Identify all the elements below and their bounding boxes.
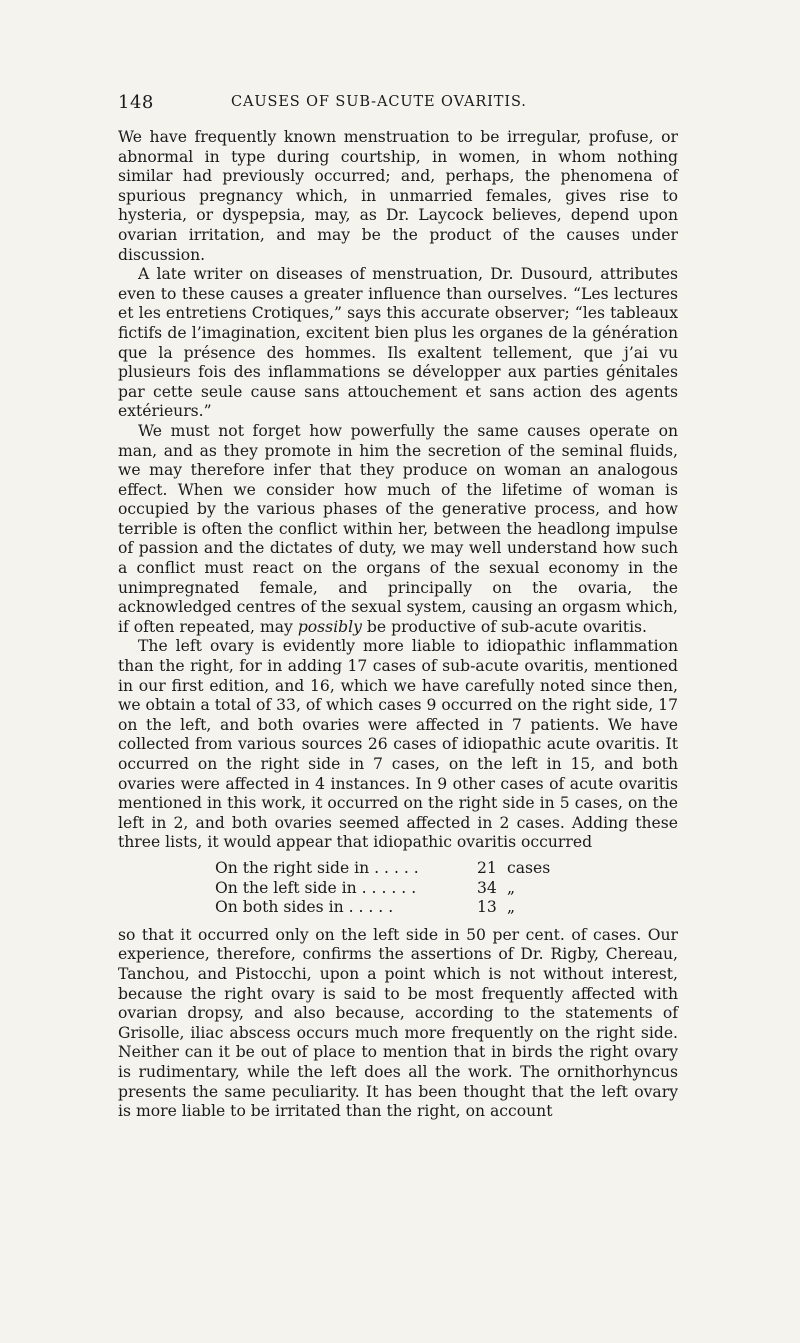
table-row: [215, 879, 678, 899]
table-row: [215, 859, 678, 879]
row-label: On both sides in . . . . .: [215, 898, 394, 917]
paragraph-conclusion: so that it occurred only on the left side in 50 per cent. of cases. Our experience, therefore, confirms the assertions of Dr. Rigby, Chereau, Tanchou, and Pistocchi, upon a point which is not without interest, because the right ovary is said to be most frequently affected with ovarian dropsy, and also because, according to the statements of Grisolle, iliac abscess occurs much more frequently on the right side. Neither can it be out of place to mention that in birds the right ovary is rudimentary, while the left does all the work. The ornithorhyncus presents the same peculiarity. It has been thought that the left ovary is more liable to be irritated than the right, on account: [118, 925, 678, 1121]
row-unit: „: [507, 898, 516, 917]
paragraph-dusourd: A late writer on diseases of menstruation, Dr. Dusourd, attributes even to these causes a greater influence than ourselves. “Les lectures et les entretiens Crotiques,” says this accurate observer; “les tableaux fictifs de l’imagination, excitent bien plus les organes de la génération que la présence des hommes. Ils exaltent tellement, que j’ai vu plusieurs fois des inflammations se développer aux parties génitales par cette seule cause sans attouchement et sans action des agents extérieurs.”: [118, 265, 678, 421]
row-count: 34: [477, 878, 497, 897]
table-row: [215, 898, 678, 918]
page-header: [118, 92, 678, 114]
row-label: On the left side in . . . . . .: [215, 878, 417, 897]
paragraph-courtship: We have frequently known menstruation to be irregular, profuse, or abnormal in type during courtship, in women, in whom nothing similar had previously occurred; and, perhaps, the phenomena of spurious pregnancy which, in unmarried females, gives rise to hysteria, or dyspepsia, may, as Dr. Laycock believes, depend upon ovarian irritation, and may be the product of the causes under discussion.: [118, 128, 678, 264]
page-number: 148: [118, 92, 154, 113]
running-title: CAUSES OF SUB-ACUTE OVARITIS.: [231, 94, 527, 110]
paragraph-man-text: We must not forget how powerfully the same causes operate on man, and as they promote in him the secretion of the seminal fluids, we may therefore infer that they produce on woman an analogous effect. When we consider how much of the lifetime of woman is occupied by the various phases of the generative process, and how terrible is often the conflict within her, between the headlong impulse of passion and the dictates of duty, we may well understand how such a conflict must react on the organs of the sexual economy in the unimpregnated female, and principally on the ovaria, the acknowledged centres of the sexual system, causing an orgasm which, if often repeated, may: [118, 421, 678, 636]
row-unit: „: [507, 878, 516, 897]
paragraph-man-tail: be productive of sub-acute ovaritis.: [361, 617, 648, 636]
paragraph-man: [118, 422, 678, 638]
statistics-table: [215, 859, 678, 918]
row-count: 21: [477, 858, 497, 877]
paragraph-left-ovary: The left ovary is evidently more liable to idiopathic inflammation than the right, for in adding 17 cases of sub-acute ovaritis, mentioned in our first edition, and 16, which we have carefully noted since then, we obtain a total of 33, of which cases 9 occurred on the right side, 17 on the left, and both ovaries were affected in 7 patients. We have collected from various sources 26 cases of idiopathic acute ovaritis. It occurred on the right side in 7 cases, on the left in 15, and both ovaries were affected in 4 instances. In 9 other cases of acute ovaritis mentioned in this work, it occurred on the right side in 5 cases, on the left in 2, and both ovaries seemed affected in 2 cases. Adding these three lists, it would appear that idiopathic ovaritis occurred: [118, 637, 678, 852]
row-label: On the right side in . . . . .: [215, 858, 419, 877]
row-count: 13: [477, 898, 497, 917]
row-unit: cases: [507, 858, 551, 877]
italic-possibly: possibly: [297, 617, 362, 636]
page-body: [118, 128, 678, 1122]
